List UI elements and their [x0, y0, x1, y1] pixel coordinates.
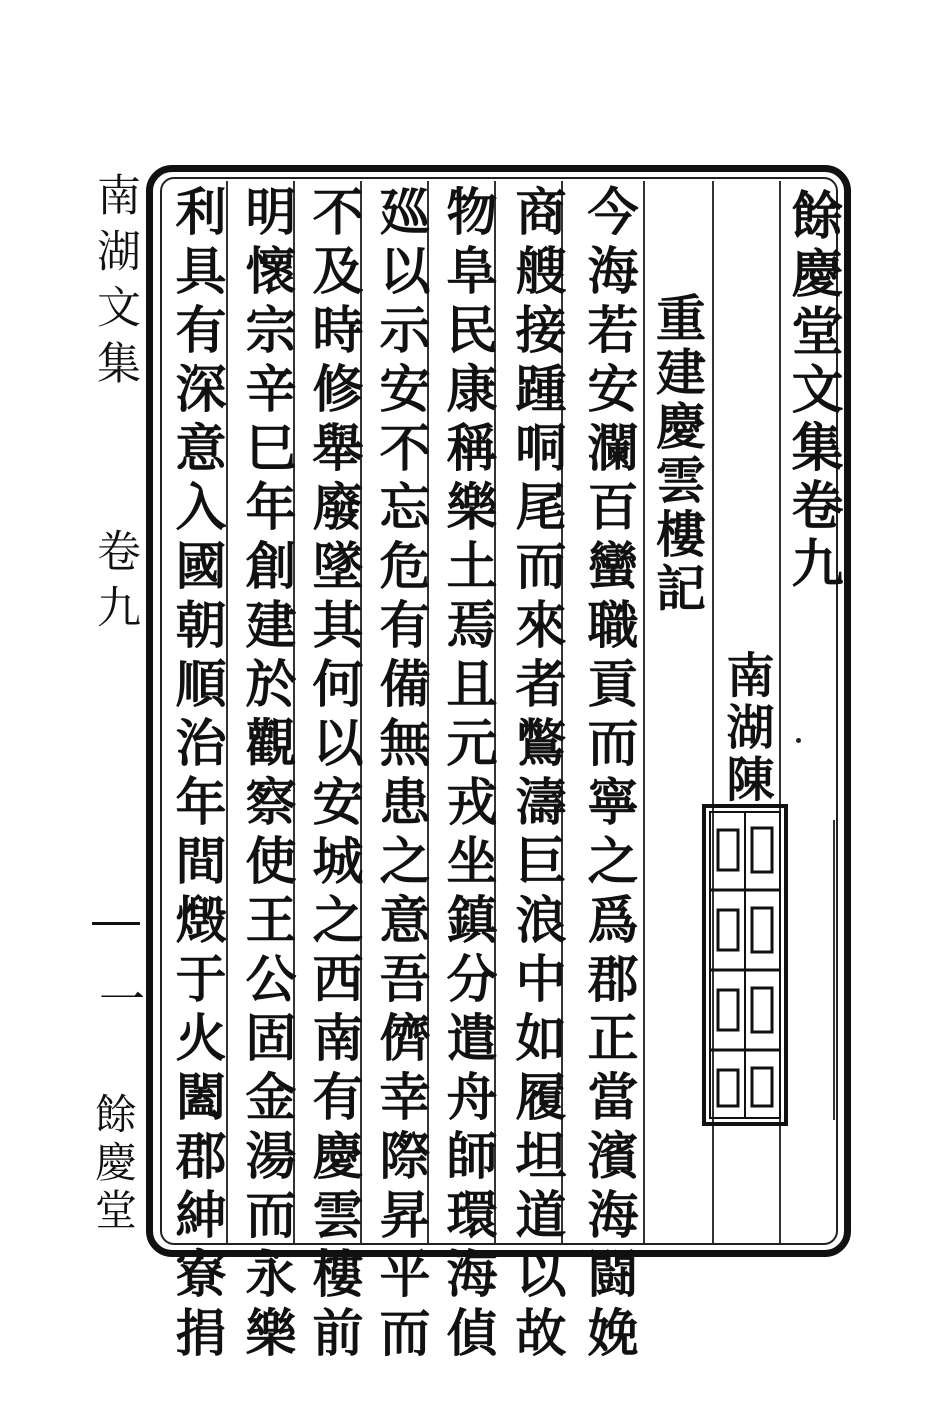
body-column-6: 明懷宗辛巳年創建於觀察使王公固金湯而永樂: [236, 185, 296, 1365]
owner-seal: [700, 800, 790, 1130]
fish-tail-mark: [92, 922, 140, 925]
body-column-5: 不及時修舉廢墜其何以安城之西南有慶雲樓前: [303, 185, 363, 1365]
essay-title: 重建慶雲樓記: [648, 292, 707, 616]
ink-dot: [796, 738, 801, 743]
column-rule: [643, 181, 645, 1243]
body-column-4: 廵以示安不忘危有備無患之意吾儕幸際昇平而: [370, 185, 430, 1365]
margin-page-number: 一: [92, 975, 146, 1033]
body-column-2: 商艘接踵哃尾而來者鷩濤巨浪中如履坦道以故: [506, 185, 566, 1365]
body-column-7: 利具有深意入國朝順治年間燬于火闔郡紳寮捐: [166, 185, 226, 1365]
author-line: 南湖陳: [718, 650, 774, 806]
edge-line: [833, 820, 835, 1120]
margin-volume: 卷九: [89, 528, 140, 640]
collection-title: 餘慶堂文集卷九: [782, 188, 843, 594]
body-column-3: 物阜民康稱樂土焉且元戎坐鎮分遣舟師環海偵: [437, 185, 497, 1365]
body-column-1: 今海若安瀾百蠻職貢而寧之爲郡正當濱海闘娩: [578, 185, 638, 1365]
margin-hall-name: 餘慶堂: [89, 1092, 138, 1236]
margin-book-name: 南湖文集: [89, 172, 140, 396]
column-rule: [226, 181, 228, 1243]
